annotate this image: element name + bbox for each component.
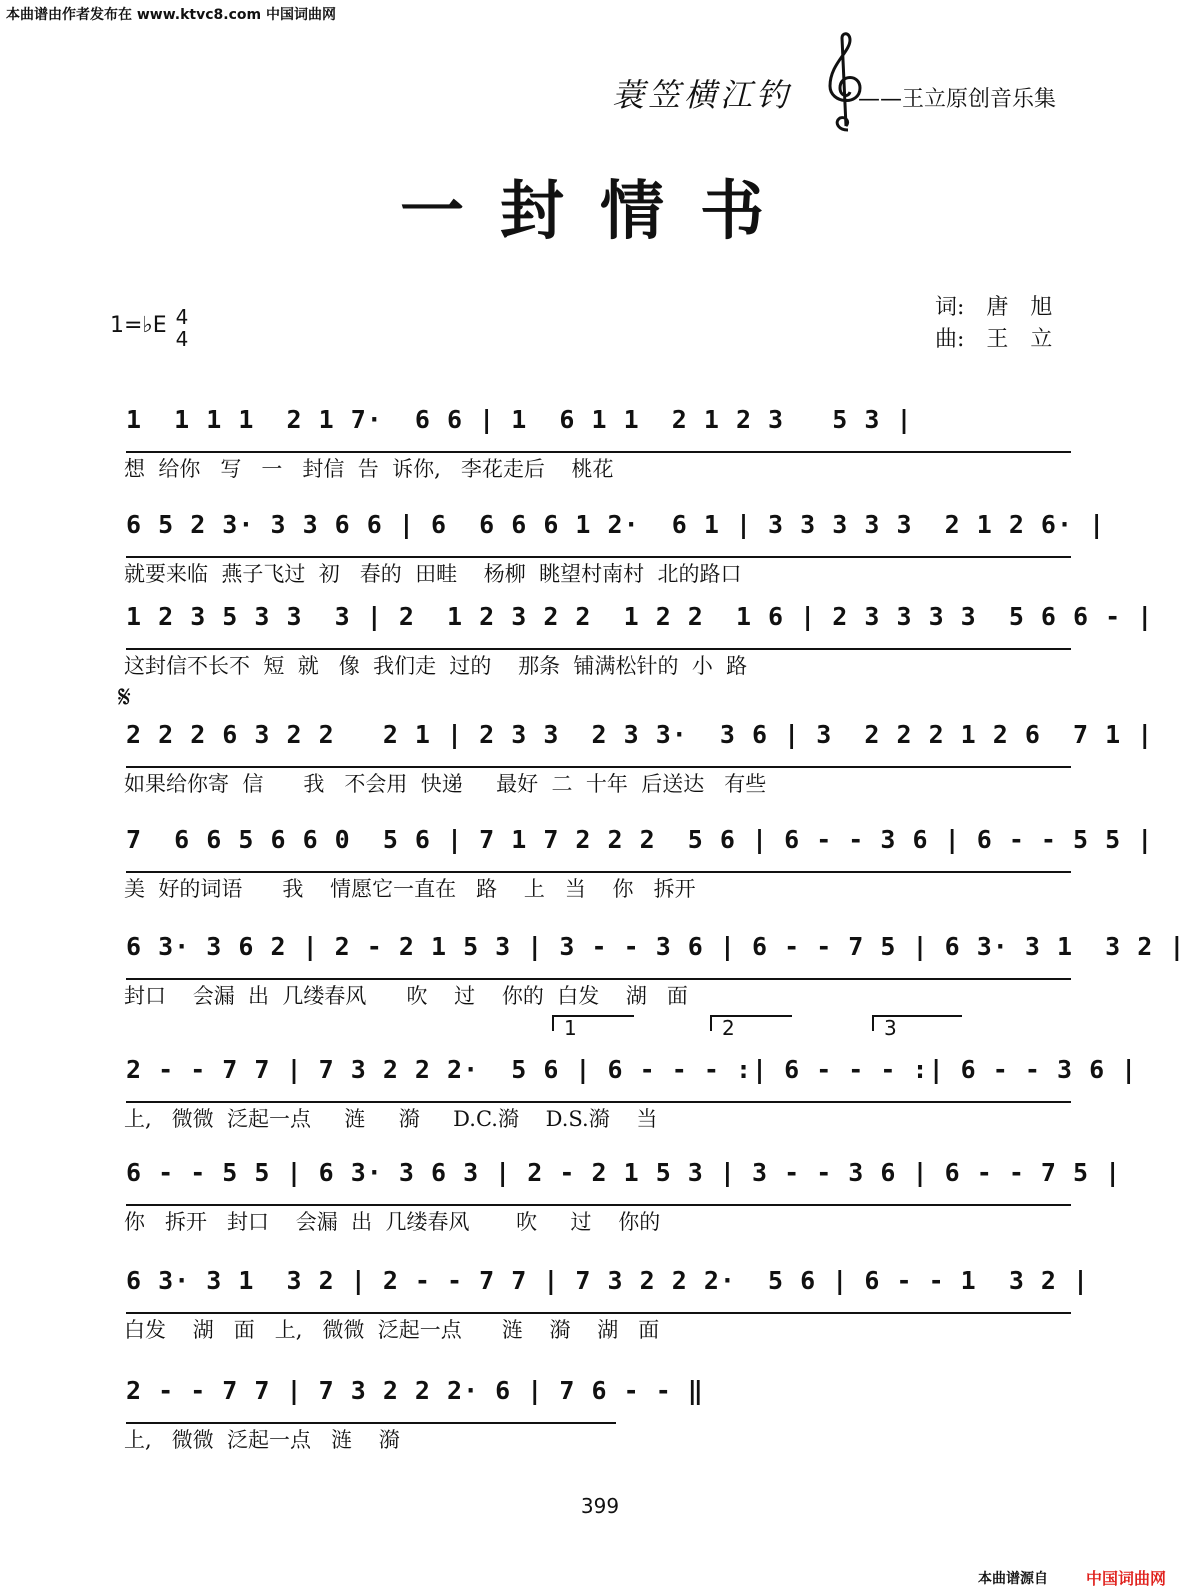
score-line (118, 510, 1106, 614)
notation: 6 5 2 3· 3 3 6 6 | 6 6 6 6 1 2· 6 1 | 3 3 3 3 3 2 1 2 6· | (126, 510, 1071, 558)
footer-brand-logo: 中国词曲网 (1086, 1569, 1167, 1588)
lyrics: 就要来临 燕子飞过 初 春的 田畦 杨柳 眺望村南村 北的路口 (124, 562, 742, 586)
score-line (118, 1376, 704, 1480)
footer-source-label: 本曲谱源自 (978, 1571, 1048, 1587)
notation: 1 1 1 1 2 1 7· 6 6 | 1 6 1 1 2 1 2 3 5 3 | (126, 405, 1071, 453)
notation: 2 2 2 6 3 2 2 2 1 | 2 3 3 2 3 3· 3 6 | 3 2 2 2 1 2 6 7 1 | (126, 720, 1071, 768)
lyricist-label: 词: (935, 295, 965, 320)
series-subtitle: ——王立原创音乐集 (858, 87, 1057, 112)
lyrics: 白发 湖 面 上, 微微 泛起一点 涟 漪 湖 面 (124, 1318, 660, 1342)
notation: 7 6 6 5 6 6 0 5 6 | 7 1 7 2 2 2 5 6 | 6 - - 3 6 | 6 - - 5 5 | (126, 825, 1071, 873)
lyrics: 美 好的词语 我 情愿它一直在 路 上 当 你 拆开 (124, 877, 696, 901)
time-sig-top: 4 (175, 305, 189, 329)
lyrics: 上, 微微 泛起一点 涟 漪 D.C.漪 D.S.漪 当 (124, 1107, 658, 1131)
lyrics: 封口 会漏 出 几缕春风 吹 过 你的 白发 湖 面 (124, 984, 688, 1008)
score-line (118, 405, 1078, 509)
composer-label: 曲: (935, 327, 965, 352)
notation: 1 2 3 5 3 3 3 | 2 1 2 3 2 2 1 2 2 1 6 | 2 3 3 3 3 5 6 6 - | (126, 602, 1071, 650)
score-line (118, 720, 1154, 824)
lyrics: 想 给你 写 一 封信 告 诉你, 李花走后 桃花 (124, 457, 614, 481)
lyrics: 如果给你寄 信 我 不会用 快递 最好 二 十年 后送达 有些 (124, 772, 767, 796)
volta-bracket-1: 1 (552, 1015, 634, 1031)
page-number: 399 (580, 1494, 620, 1518)
score-line (118, 1266, 1090, 1370)
notation: 2 - - 7 7 | 7 3 2 2 2· 5 6 | 6 - - - :| 6 - - - :| 6 - - 3 6 | (126, 1055, 1071, 1103)
notation: 6 - - 5 5 | 6 3· 3 6 3 | 2 - 2 1 5 3 | 3 - - 3 6 | 6 - - 7 5 | (126, 1158, 1071, 1206)
lyrics: 这封信不长不 短 就 像 我们走 过的 那条 铺满松针的 小 路 (124, 654, 748, 678)
segno-icon: 𝄋 (118, 680, 131, 715)
series-title: 蓑笠横江钓 (612, 76, 793, 114)
score-line (118, 825, 1154, 929)
volta-bracket-3: 3 (872, 1015, 962, 1031)
lyrics: 上, 微微 泛起一点 涟 漪 (124, 1428, 400, 1452)
time-sig-bottom: 4 (175, 327, 189, 351)
notation: 6 3· 3 1 3 2 | 2 - - 7 7 | 7 3 2 2 2· 5 6 | 6 - - 1 3 2 | (126, 1266, 1071, 1314)
score-line (118, 1158, 1122, 1262)
notation: 6 3· 3 6 2 | 2 - 2 1 5 3 | 3 - - 3 6 | 6 - - 7 5 | 6 3· 3 1 3 2 | (126, 932, 1071, 980)
composer-name: 王立 (986, 327, 1075, 352)
key-signature: 1=♭E (110, 313, 167, 338)
top-banner: 本曲谱由作者发布在 www.ktvc8.com 中国词曲网 (6, 7, 336, 23)
lyrics: 你 拆开 封口 会漏 出 几缕春风 吹 过 你的 (124, 1210, 661, 1234)
notation: 2 - - 7 7 | 7 3 2 2 2· 6 | 7 6 - - ‖ (126, 1376, 616, 1424)
score-line (118, 602, 1154, 706)
volta-bracket-2: 2 (710, 1015, 792, 1031)
score-line (118, 1055, 1138, 1159)
song-title: 一封情书 (400, 175, 800, 249)
lyricist-name: 唐旭 (986, 295, 1075, 320)
